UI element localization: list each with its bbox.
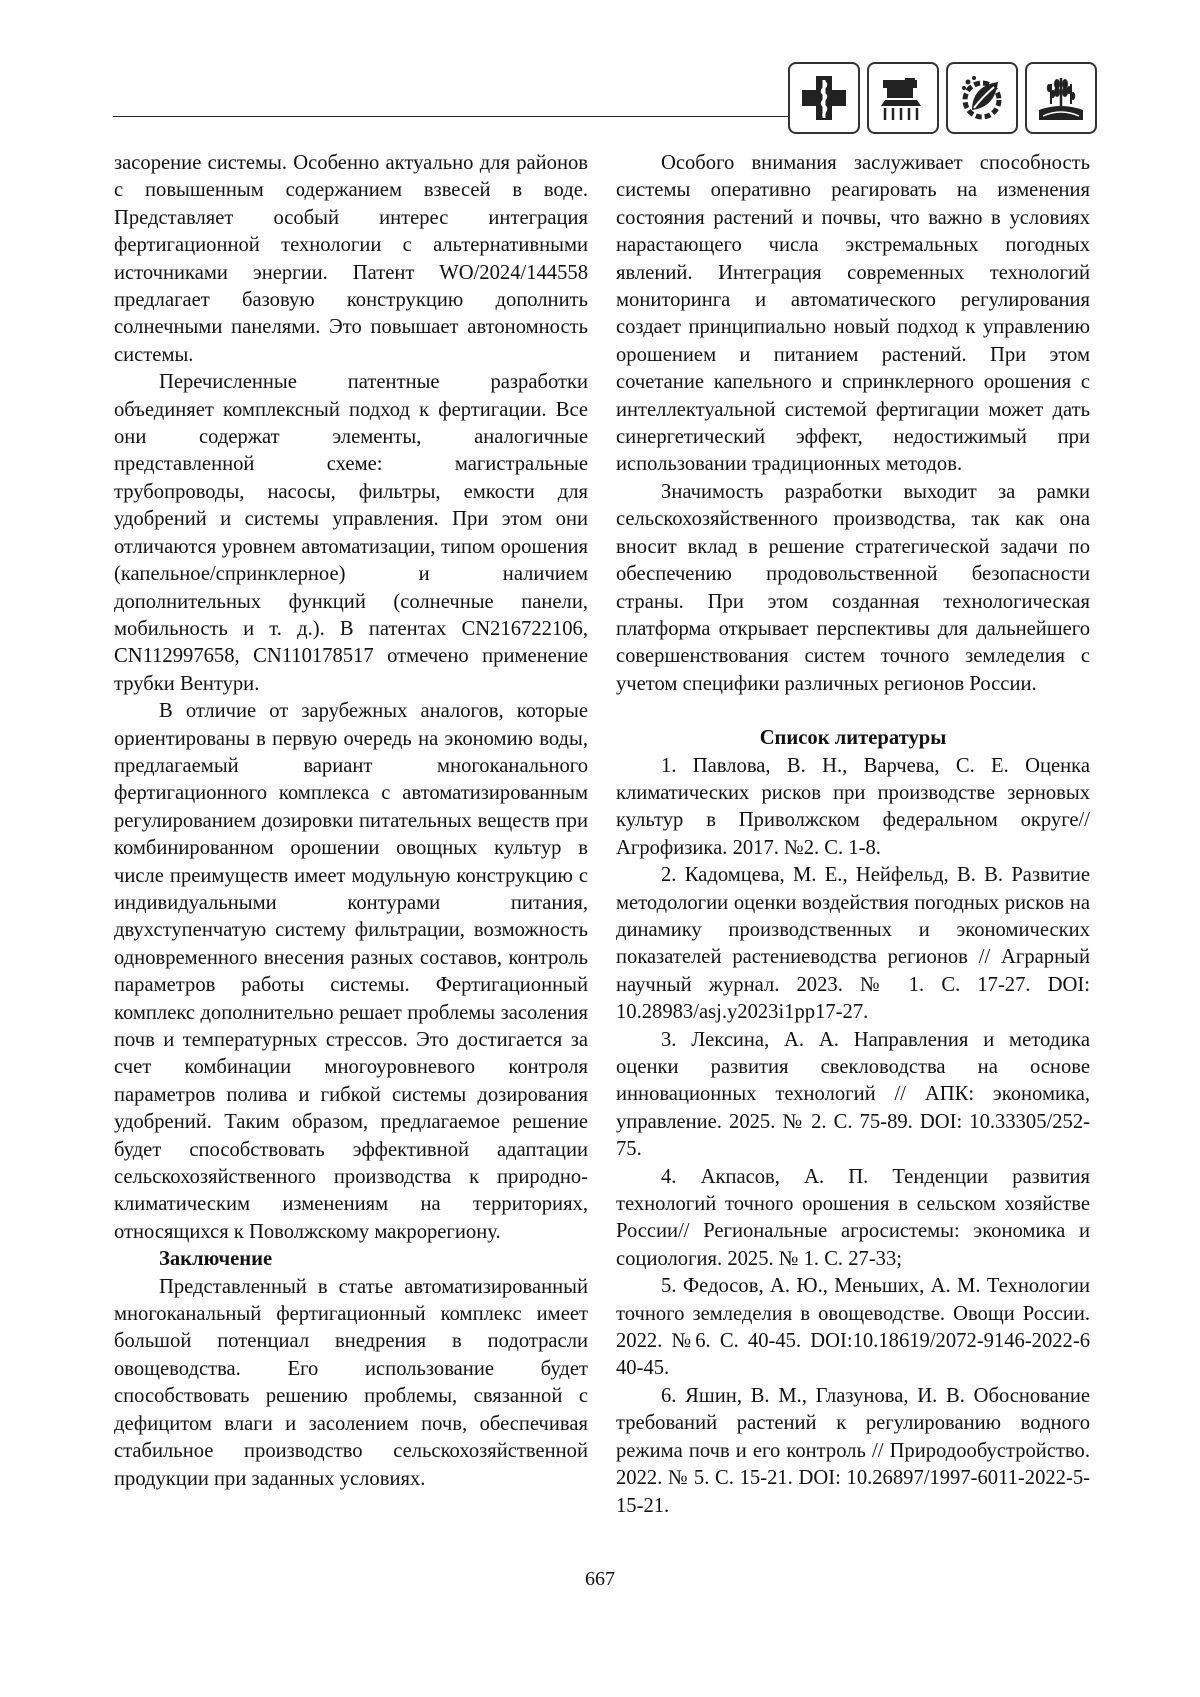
paragraph: Значимость разработки выходит за рамки сельскохозяйственного производства, так как она вносит вклад в решение стратегической задачи по обеспечению продовольственной безопасности страны. При этом созданная технологическая платформа открывает перспективы для дальнейшего совершенствования систем точного земледелия с учетом специфики различных регионов России. <box>616 480 1090 695</box>
wheat-field-icon <box>1025 62 1097 134</box>
reference-item: 2. Кадомцева, М. Е., Нейфельд, В. В. Развитие методологии оценки воздействия погодных рисков на динамику производственных и экономических показателей растениеводства регионов // Аграрный научный журнал. 2023. № 1. С. 17-27. DOI: 10.28983/asj.y2023i1pp17-27. <box>616 864 1090 1024</box>
reference-item: 1. Павлова, В. Н., Варчева, С. Е. Оценка климатических рисков при производстве зерновых культур в Приволжском федеральном округе// Агрофизика. 2017. №2. С. 1-8. <box>616 754 1090 859</box>
reference-item: 3. Лексина, А. А. Направления и методика оценки развития свекловодства на основе инновационных технологий // АПК: экономика, управление. 2025. № 2. С. 75-89. DOI: 10.33305/252-75. <box>616 1028 1090 1161</box>
paragraph: Перечисленные патентные разработки объединяет комплексный подход к фертигации. Все они содержат элементы, аналогичные представленной схеме: магистральные трубопроводы, насосы, фильтры, емкости для удобрений и системы управления. При этом они отличаются уровнем автоматизации, типом орошения (капельное/спринклерное) и наличием дополнительных функций (солнечные панели, мобильность и т. д.). В патентах CN216722106, CN112997658, CN110178517 отмечено применение трубки Вентури. <box>114 371 588 695</box>
paragraph: Представленный в статье автоматизированный многоканальный фертигационный комплекс имеет большой потенциал внедрения в подотрасли овощеводства. Его использование будет способствовать решению проблемы, связанной с дефицитом влаги и засолением почв, обеспечивая стабильное производство сельскохозяйственной продукции при заданных условиях. <box>114 1275 588 1490</box>
header-rule <box>113 116 790 117</box>
eco-leaf-gear-icon <box>946 62 1018 134</box>
reference-item: 5. Федосов, А. Ю., Меньших, А. М. Технологии точного земледелия в овощеводстве. Овощи России. 2022. №6. С. 40-45. DOI:10.18619/2072-9146-2022-6 40-45. <box>616 1275 1090 1380</box>
section-heading-references: Список литературы <box>759 727 947 750</box>
paragraph: Особого внимания заслуживает способность системы оперативно реагировать на изменения состояния растений и почвы, что важно в условиях нарастающего числа экстремальных погодных явлений. Интеграция современных технологий мониторинга и автоматического регулирования создает принципиально новый подход к управлению орошением и питанием растений. При этом сочетание капельного и спринклерного орошения с интеллектуальной системой фертигации может дать синергетический эффект, недостижимый при использовании традиционных методов. <box>616 152 1090 476</box>
section-heading-conclusion: Заключение <box>159 1248 273 1271</box>
paragraph: В отличие от зарубежных аналогов, которые ориентированы в первую очередь на экономию воды, предлагаемый вариант многоканального фертигационного комплекса с автоматизированным регулированием дозировки питательных веществ при комбинированном орошении овощных культур в числе преимуществ имеет модульную конструкцию с индивидуальными контурами питания, двухступенчатую систему фильтрации, возможность одновременного внесения разных составов, контроль параметров работы системы. Фертигационный комплекс дополнительно решает проблемы засоления почв и температурных стрессов. Это достигается за счет комбинации многоуровневого контроля параметров полива и гибкой системы дозирования удобрений. Таким образом, предлагаемое решение будет способствовать эффективной адаптации сельскохозяйственного производства к природно-климатическим изменениям на территориях, относящихся к Поволжскому макрорегиону. <box>114 700 588 1243</box>
page-number: 667 <box>585 1568 615 1590</box>
reference-item: 6. Яшин, В. М., Глазунова, И. В. Обоснование требований растений к регулированию водного режима почв и его контроль // Природообустройство. 2022. № 5. С. 15-21. DOI: 10.26897/1997-6011-2022-5-15-21. <box>616 1384 1090 1517</box>
medicine-cross-icon <box>788 62 860 134</box>
left-column <box>114 150 588 1493</box>
combine-harvester-icon <box>867 62 939 134</box>
header-icon-strip <box>788 62 1097 134</box>
paragraph: засорение системы. Особенно актуально для районов с повышенным содержанием взвесей в воде. Представляет особый интерес интеграция фертигационной технологии с альтернативными источниками энергии. Патент WO/2024/144558 предлагает базовую конструкцию дополнить солнечными панелями. Это повышает автономность системы. <box>114 152 588 366</box>
reference-item: 4. Акпасов, А. П. Тенденции развития технологий точного орошения в сельском хозяйстве России// Региональные агросистемы: экономика и социология. 2025. № 1. С. 27-33; <box>616 1165 1090 1270</box>
right-column <box>616 150 1090 1520</box>
